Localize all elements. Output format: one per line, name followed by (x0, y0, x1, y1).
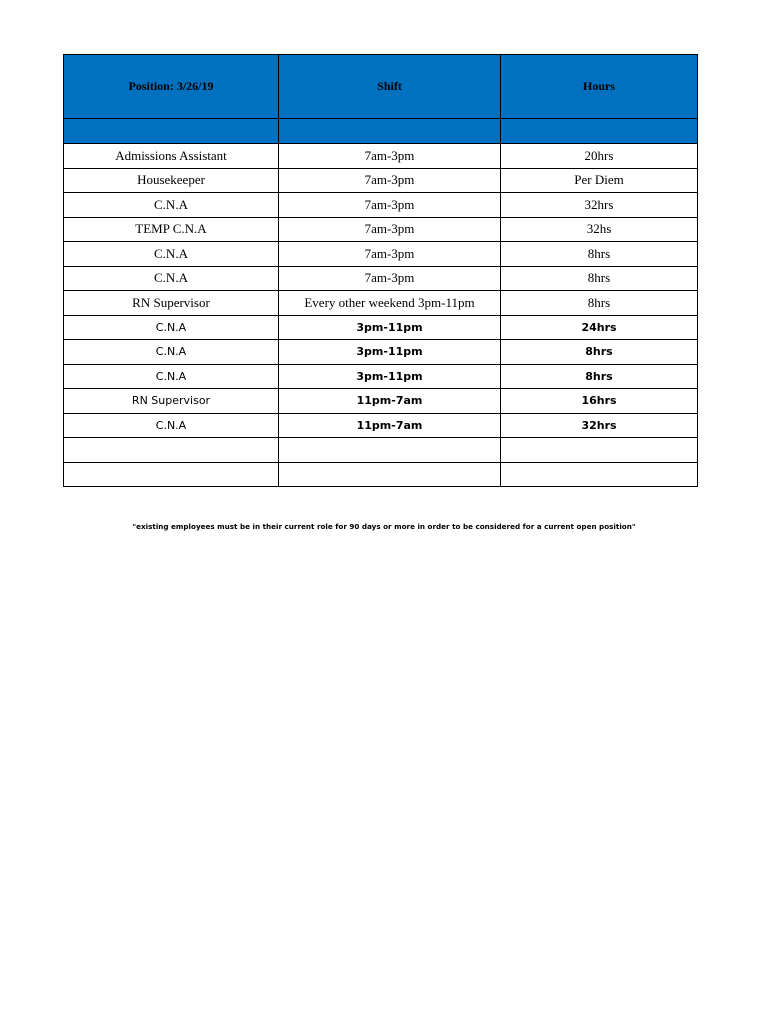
table-row (64, 291, 698, 316)
hours-cell (501, 438, 698, 463)
shift-cell: 7am-3pm (279, 266, 501, 291)
shift-cell: Every other weekend 3pm-11pm (279, 291, 501, 316)
shift-cell (279, 462, 501, 487)
shift-cell: 7am-3pm (279, 193, 501, 218)
position-cell (64, 462, 279, 487)
position-cell: RN Supervisor (64, 291, 279, 316)
open-positions-table (63, 54, 698, 487)
table-row (64, 217, 698, 242)
position-cell: C.N.A (64, 266, 279, 291)
table-row-empty (64, 438, 698, 463)
table-row (64, 266, 698, 291)
shift-cell: 7am-3pm (279, 242, 501, 267)
position-cell: C.N.A (64, 242, 279, 267)
eligibility-footnote: "existing employees must be in their current role for 90 days or more in order to be considered for a current open position" (132, 522, 636, 531)
shift-cell: 7am-3pm (279, 217, 501, 242)
position-cell: C.N.A (64, 315, 279, 340)
table-row (64, 413, 698, 438)
position-cell: C.N.A (64, 413, 279, 438)
hours-cell: 8hrs (501, 364, 698, 389)
table-row (64, 168, 698, 193)
header-shift: Shift (279, 55, 501, 119)
hours-cell: 16hrs (501, 389, 698, 414)
shift-cell: 3pm-11pm (279, 340, 501, 365)
band-cell (501, 119, 698, 144)
hours-cell (501, 462, 698, 487)
hours-cell: Per Diem (501, 168, 698, 193)
table-row (64, 242, 698, 267)
hours-cell: 8hrs (501, 291, 698, 316)
table-row (64, 340, 698, 365)
header-band-row (64, 119, 698, 144)
header-hours: Hours (501, 55, 698, 119)
hours-cell: 24hrs (501, 315, 698, 340)
shift-cell (279, 438, 501, 463)
position-cell: TEMP C.N.A (64, 217, 279, 242)
table-row-empty (64, 462, 698, 487)
table-row (64, 144, 698, 169)
hours-cell: 8hrs (501, 242, 698, 267)
shift-cell: 7am-3pm (279, 144, 501, 169)
band-cell (279, 119, 501, 144)
band-cell (64, 119, 279, 144)
header-position: Position: 3/26/19 (64, 55, 279, 119)
position-cell (64, 438, 279, 463)
hours-cell: 20hrs (501, 144, 698, 169)
table-row (64, 315, 698, 340)
shift-cell: 11pm-7am (279, 389, 501, 414)
shift-cell: 3pm-11pm (279, 364, 501, 389)
hours-cell: 32hs (501, 217, 698, 242)
table-row (64, 364, 698, 389)
table-row (64, 389, 698, 414)
position-cell: C.N.A (64, 364, 279, 389)
shift-cell: 7am-3pm (279, 168, 501, 193)
hours-cell: 8hrs (501, 340, 698, 365)
position-cell: C.N.A (64, 340, 279, 365)
hours-cell: 32hrs (501, 193, 698, 218)
table-row (64, 193, 698, 218)
position-cell: Admissions Assistant (64, 144, 279, 169)
position-cell: Housekeeper (64, 168, 279, 193)
position-cell: RN Supervisor (64, 389, 279, 414)
hours-cell: 8hrs (501, 266, 698, 291)
shift-cell: 11pm-7am (279, 413, 501, 438)
position-cell: C.N.A (64, 193, 279, 218)
hours-cell: 32hrs (501, 413, 698, 438)
shift-cell: 3pm-11pm (279, 315, 501, 340)
table-header-row (64, 55, 698, 119)
